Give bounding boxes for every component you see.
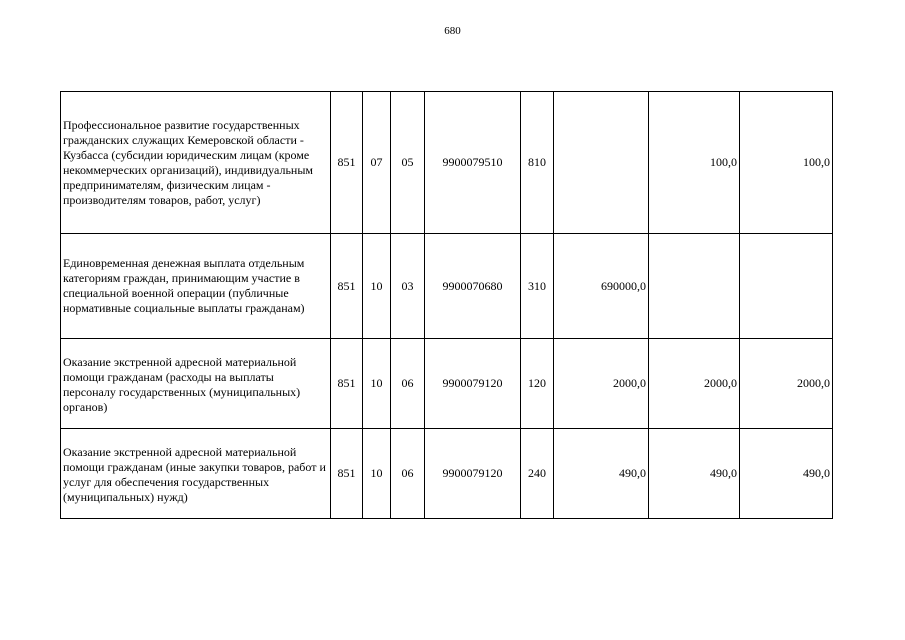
amount-3: 490,0 [740, 429, 833, 519]
expense-type-code: 120 [521, 339, 554, 429]
expense-type-code: 240 [521, 429, 554, 519]
row-description: Оказание экстренной адресной материальной помощи гражданам (расходы на выплаты персоналу государственных (муниципальных) органов) [61, 339, 331, 429]
amount-2: 2000,0 [649, 339, 740, 429]
target-article-code: 9900079120 [425, 339, 521, 429]
target-article-code: 9900070680 [425, 234, 521, 339]
section-code: 10 [363, 234, 391, 339]
row-description: Единовременная денежная выплата отдельным категориям граждан, принимающим участие в специальной военной операции (публичные нормативные социальные выплаты гражданам) [61, 234, 331, 339]
subsection-code: 03 [391, 234, 425, 339]
table-row [61, 339, 833, 429]
target-article-code: 9900079510 [425, 92, 521, 234]
amount-3 [740, 234, 833, 339]
amount-2 [649, 234, 740, 339]
ministry-code: 851 [331, 339, 363, 429]
page-number: 680 [444, 25, 461, 37]
budget-table [60, 91, 833, 519]
row-description: Профессиональное развитие государственных гражданских служащих Кемеровской области - Кузбасса (субсидии юридическим лицам (кроме некоммерческих организаций), индивидуальным предпринимателям, физическим лицам - производителям товаров, работ, услуг) [61, 92, 331, 234]
amount-1 [554, 92, 649, 234]
expense-type-code: 810 [521, 92, 554, 234]
table-row [61, 234, 833, 339]
subsection-code: 06 [391, 429, 425, 519]
subsection-code: 05 [391, 92, 425, 234]
amount-1: 490,0 [554, 429, 649, 519]
amount-2: 490,0 [649, 429, 740, 519]
amount-2: 100,0 [649, 92, 740, 234]
amount-3: 100,0 [740, 92, 833, 234]
table-row [61, 429, 833, 519]
ministry-code: 851 [331, 429, 363, 519]
section-code: 10 [363, 429, 391, 519]
ministry-code: 851 [331, 234, 363, 339]
target-article-code: 9900079120 [425, 429, 521, 519]
section-code: 07 [363, 92, 391, 234]
subsection-code: 06 [391, 339, 425, 429]
section-code: 10 [363, 339, 391, 429]
ministry-code: 851 [331, 92, 363, 234]
amount-3: 2000,0 [740, 339, 833, 429]
amount-1: 2000,0 [554, 339, 649, 429]
table-row [61, 92, 833, 234]
amount-1: 690000,0 [554, 234, 649, 339]
row-description: Оказание экстренной адресной материальной помощи гражданам (иные закупки товаров, работ и услуг для обеспечения государственных (муниципальных) нужд) [61, 429, 331, 519]
expense-type-code: 310 [521, 234, 554, 339]
